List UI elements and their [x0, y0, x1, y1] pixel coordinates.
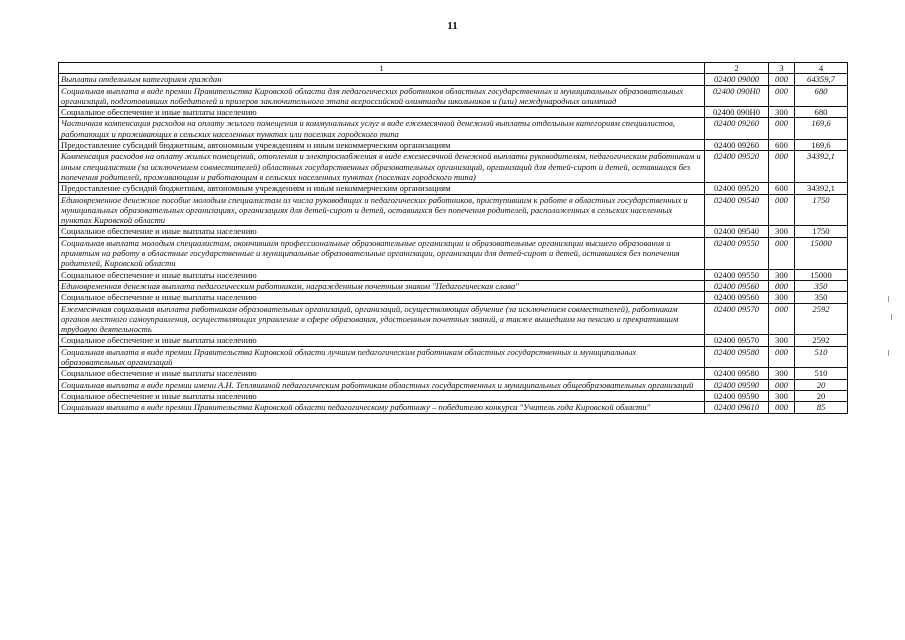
- table-row: [59, 280, 848, 291]
- row-name-cell: Социальная выплата в виде премии Правительства Кировской области для педагогических работников областных государственных и муниципальных образовательных организаций, подготовивших победителей и призеров заключительного этапа всероссийской олимпиады школьников и (или) международных олимпиад: [59, 85, 705, 107]
- table-row: [59, 107, 848, 118]
- row-name-cell: Социальное обеспечение и иные выплаты населению: [59, 269, 705, 280]
- row-name-cell: Ежемесячная социальная выплата работникам образовательных организаций, организаций, осуществляющих обучение (за исключением совместителей), работникам органов местного самоуправления, осуществляющих управление в сфере образования, удостоенным почетных званий, а также вышедшим на пенсию и прекратившим трудовую деятельность: [59, 303, 705, 335]
- table-row: [59, 335, 848, 346]
- row-vr-cell: 300: [769, 368, 795, 379]
- table-row: [59, 303, 848, 335]
- row-code-cell: 02400 09260: [705, 140, 769, 151]
- row-name-cell: Компенсация расходов на оплату жилых помещений, отопления и электроснабжения в виде ежемесячной денежной выплаты руководителям, педагогическим работникам и иным специалистам (за исключением совместителей) областных государственных образовательных организаций, организаций для детей-сирот и детей, оставшихся без попечения родителей, проживающим и работающим в сельских населенных пунктах (поселках городского типа): [59, 151, 705, 183]
- column-header-amount: 4: [795, 63, 848, 74]
- row-name-cell: Социальное обеспечение и иные выплаты населению: [59, 390, 705, 401]
- row-code-cell: 02400 09520: [705, 183, 769, 194]
- row-amount-cell: 350: [795, 280, 848, 291]
- row-code-cell: 02400 09610: [705, 402, 769, 413]
- row-vr-cell: 000: [769, 379, 795, 390]
- row-vr-cell: 000: [769, 118, 795, 140]
- column-header-code: 2: [705, 63, 769, 74]
- row-amount-cell: 680: [795, 85, 848, 107]
- table-row: [59, 118, 848, 140]
- row-amount-cell: 15000: [795, 237, 848, 269]
- page-number: 11: [447, 20, 458, 32]
- table-header-row: [59, 63, 848, 74]
- row-name-cell: Социальное обеспечение и иные выплаты населению: [59, 335, 705, 346]
- row-vr-cell: 600: [769, 183, 795, 194]
- row-code-cell: 02400 09260: [705, 118, 769, 140]
- row-vr-cell: 300: [769, 269, 795, 280]
- row-vr-cell: 000: [769, 280, 795, 291]
- row-name-cell: Предоставление субсидий бюджетным, автономным учреждениям и иным некоммерческим организациям: [59, 183, 705, 194]
- row-amount-cell: 1750: [795, 194, 848, 226]
- row-vr-cell: 000: [769, 85, 795, 107]
- row-amount-cell: 20: [795, 390, 848, 401]
- row-vr-cell: 300: [769, 292, 795, 303]
- row-vr-cell: 600: [769, 140, 795, 151]
- row-vr-cell: 000: [769, 303, 795, 335]
- table-row: [59, 402, 848, 413]
- row-name-cell: Частичная компенсация расходов на оплату жилого помещения и коммунальных услуг в виде ежемесячной денежной выплаты отдельным категориям специалистов, работающих и проживающих в сельских населенных пунктах или поселках городского типа: [59, 118, 705, 140]
- row-amount-cell: 169,6: [795, 140, 848, 151]
- row-amount-cell: 510: [795, 346, 848, 368]
- table-row: [59, 74, 848, 85]
- row-amount-cell: 350: [795, 292, 848, 303]
- table-row: [59, 368, 848, 379]
- margin-mark: [891, 314, 892, 320]
- margin-mark: [888, 350, 889, 356]
- row-amount-cell: 64359,7: [795, 74, 848, 85]
- row-code-cell: 02400 09540: [705, 226, 769, 237]
- row-amount-cell: 1750: [795, 226, 848, 237]
- row-amount-cell: 2592: [795, 303, 848, 335]
- table-row: [59, 390, 848, 401]
- row-name-cell: Социальная выплата в виде премии Правительства Кировской области педагогическому работнику – победителю конкурса "Учитель года Кировской области": [59, 402, 705, 413]
- table-row: [59, 346, 848, 368]
- row-code-cell: 02400 090Н0: [705, 85, 769, 107]
- row-amount-cell: 2592: [795, 335, 848, 346]
- row-name-cell: Предоставление субсидий бюджетным, автономным учреждениям и иным некоммерческим организациям: [59, 140, 705, 151]
- row-name-cell: Социальная выплата в виде премии Правительства Кировской области лучшим педагогическим работникам областных государственных и муниципальных образовательных организаций: [59, 346, 705, 368]
- row-code-cell: 02400 09570: [705, 335, 769, 346]
- row-vr-cell: 300: [769, 107, 795, 118]
- row-name-cell: Социальная выплата в виде премии имени А.Н. Тепляшиной педагогическим работникам областных государственных и муниципальных общеобразовательных организаций: [59, 379, 705, 390]
- row-amount-cell: 34392,1: [795, 183, 848, 194]
- row-code-cell: 02400 09550: [705, 269, 769, 280]
- table-row: [59, 237, 848, 269]
- row-code-cell: 02400 09520: [705, 151, 769, 183]
- table-row: [59, 379, 848, 390]
- row-vr-cell: 000: [769, 74, 795, 85]
- row-code-cell: 02400 09590: [705, 390, 769, 401]
- table-row: [59, 183, 848, 194]
- row-code-cell: 02400 09560: [705, 280, 769, 291]
- row-code-cell: 02400 09540: [705, 194, 769, 226]
- row-name-cell: Социальное обеспечение и иные выплаты населению: [59, 107, 705, 118]
- row-amount-cell: 85: [795, 402, 848, 413]
- row-vr-cell: 000: [769, 151, 795, 183]
- column-header-vr: 3: [769, 63, 795, 74]
- row-amount-cell: 15000: [795, 269, 848, 280]
- row-name-cell: Социальное обеспечение и иные выплаты населению: [59, 368, 705, 379]
- row-vr-cell: 000: [769, 346, 795, 368]
- row-name-cell: Социальное обеспечение и иные выплаты населению: [59, 292, 705, 303]
- column-header-name: 1: [59, 63, 705, 74]
- row-vr-cell: 000: [769, 237, 795, 269]
- row-name-cell: Выплаты отдельным категориям граждан: [59, 74, 705, 85]
- table-row: [59, 226, 848, 237]
- row-amount-cell: 510: [795, 368, 848, 379]
- row-vr-cell: 300: [769, 226, 795, 237]
- row-name-cell: Единовременное денежное пособие молодым специалистам из числа руководящих и педагогических работников, приступившим к работе в областных государственных и муниципальных образовательных организациях, организациях для детей-сирот и детей, оставшихся без попечения родителей, расположенных в сельских населенных пунктах Кировской области: [59, 194, 705, 226]
- table-row: [59, 140, 848, 151]
- budget-table: [58, 62, 848, 414]
- table-row: [59, 85, 848, 107]
- table-row: [59, 151, 848, 183]
- row-vr-cell: 300: [769, 335, 795, 346]
- margin-mark: [888, 296, 889, 302]
- row-code-cell: 02400 09550: [705, 237, 769, 269]
- table-row: [59, 292, 848, 303]
- row-name-cell: Социальное обеспечение и иные выплаты населению: [59, 226, 705, 237]
- row-code-cell: 02400 090Н0: [705, 107, 769, 118]
- row-code-cell: 02400 09560: [705, 292, 769, 303]
- row-code-cell: 02400 09000: [705, 74, 769, 85]
- row-code-cell: 02400 09570: [705, 303, 769, 335]
- row-amount-cell: 34392,1: [795, 151, 848, 183]
- row-vr-cell: 000: [769, 402, 795, 413]
- row-vr-cell: 000: [769, 194, 795, 226]
- row-amount-cell: 169,6: [795, 118, 848, 140]
- row-code-cell: 02400 09590: [705, 379, 769, 390]
- table-row: [59, 269, 848, 280]
- row-name-cell: Единовременная денежная выплата педагогическим работникам, награжденным почетным знаком "Педагогическая слава": [59, 280, 705, 291]
- table-row: [59, 194, 848, 226]
- row-name-cell: Социальная выплата молодым специалистам, окончившим профессиональные образовательные организации и образовательные организации высшего образования и принятым на работу в областные государственные и муниципальные образовательные организации, организации для детей-сирот и детей, оставшихся без попечения родителей, Кировской области: [59, 237, 705, 269]
- row-amount-cell: 20: [795, 379, 848, 390]
- row-vr-cell: 300: [769, 390, 795, 401]
- row-amount-cell: 680: [795, 107, 848, 118]
- row-code-cell: 02400 09580: [705, 368, 769, 379]
- row-code-cell: 02400 09580: [705, 346, 769, 368]
